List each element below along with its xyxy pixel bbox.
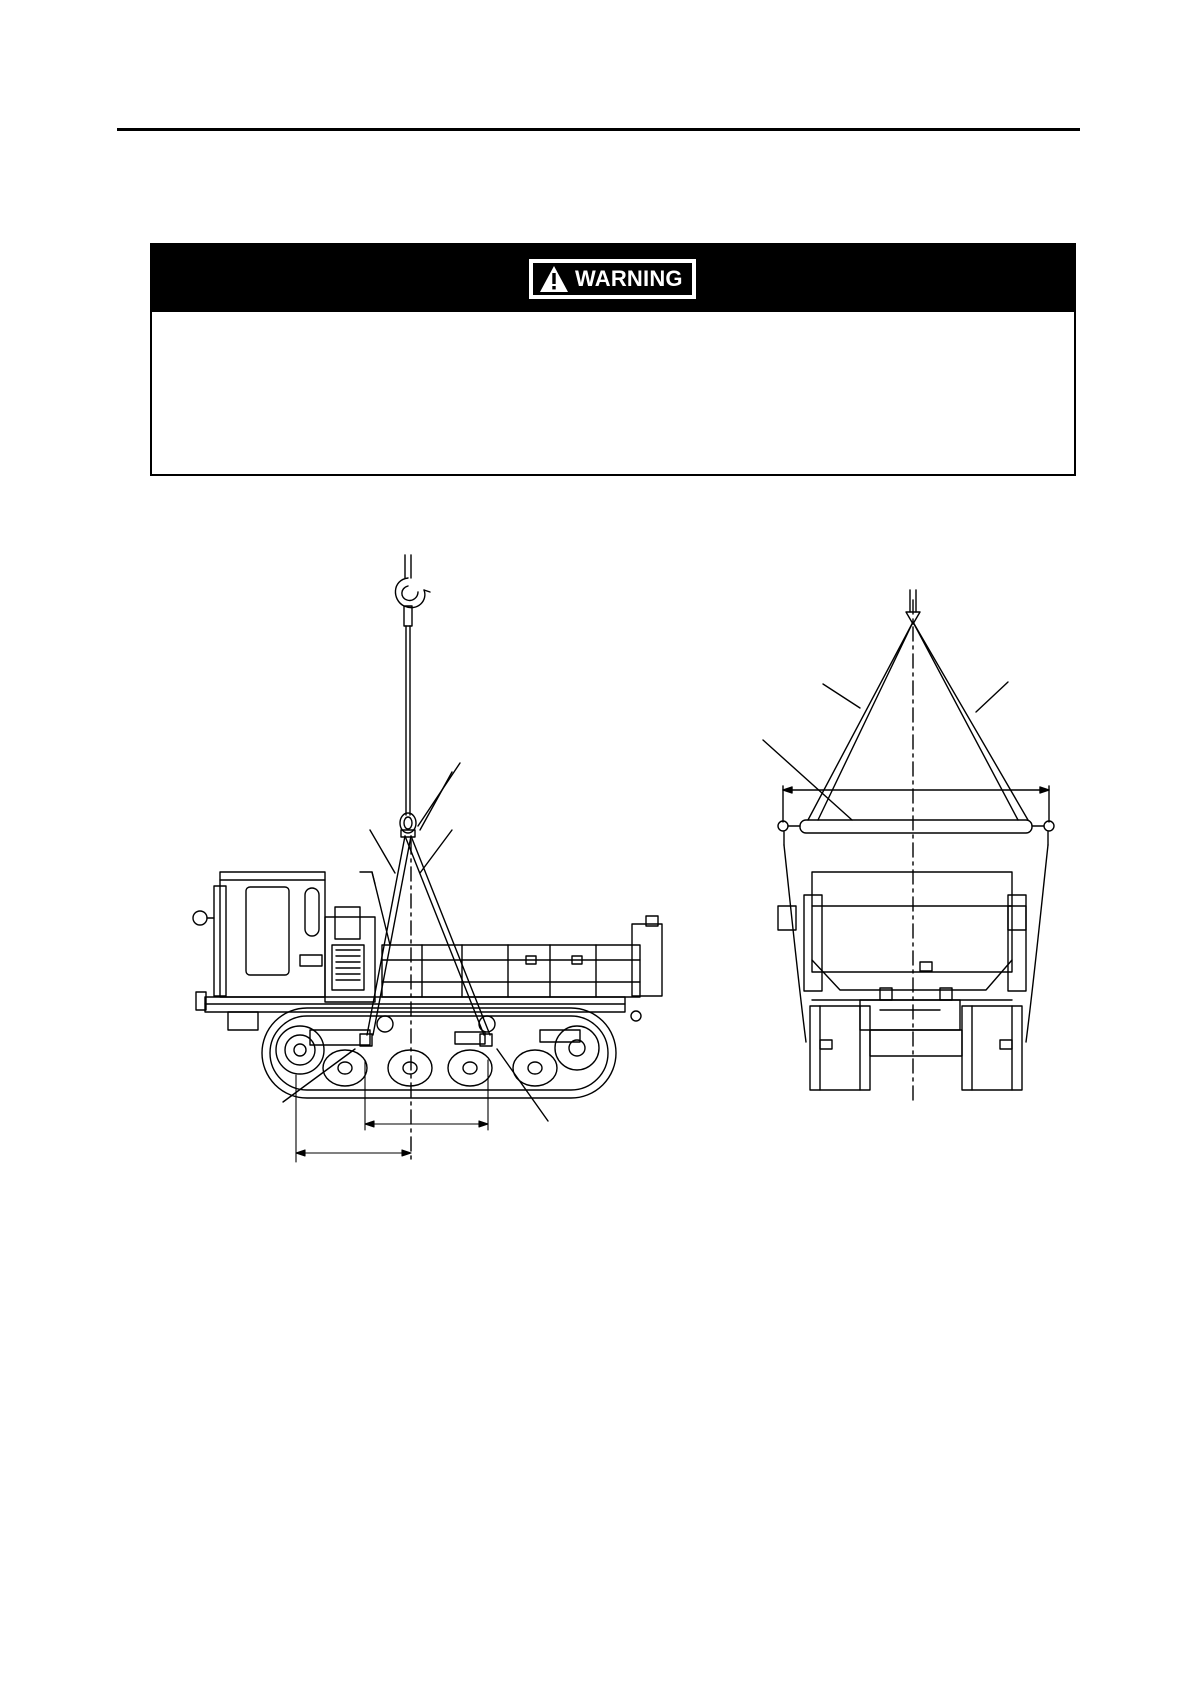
crane-hook-side xyxy=(395,555,430,626)
spreader-bar xyxy=(778,820,1054,845)
side-view-carrier xyxy=(193,555,662,1162)
crawler-tracks-rear xyxy=(810,1006,1022,1090)
shackle-side xyxy=(400,813,416,837)
dump-bed-side xyxy=(360,872,662,997)
rear-view-carrier xyxy=(763,590,1054,1100)
warning-label: WARNING xyxy=(575,266,683,291)
crawler-track-side xyxy=(262,1008,616,1098)
